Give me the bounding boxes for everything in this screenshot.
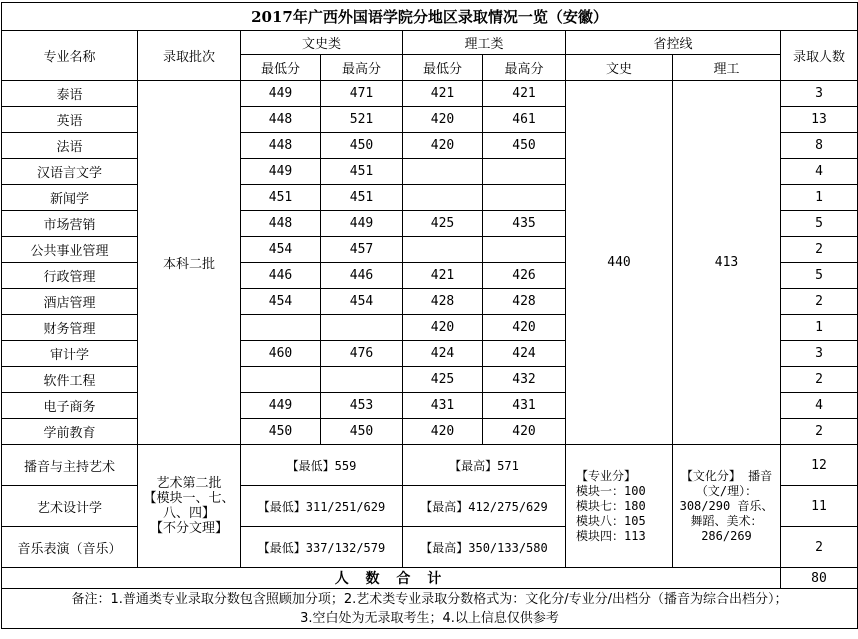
arts-min-score: 449 — [241, 81, 321, 107]
science-max-score: 424 — [483, 341, 566, 367]
header-count: 录取人数 — [781, 31, 858, 81]
header-control-science: 理工 — [673, 55, 781, 81]
science-min-score: 425 — [403, 211, 483, 237]
science-max-score: 426 — [483, 263, 566, 289]
science-max-score — [483, 185, 566, 211]
major-name: 公共事业管理 — [2, 237, 138, 263]
science-max-score — [483, 159, 566, 185]
major-name: 英语 — [2, 107, 138, 133]
arts-min-score: 454 — [241, 289, 321, 315]
art-count: 12 — [781, 445, 858, 486]
art-max-score: 【最高】571 — [403, 445, 566, 486]
science-min-score — [403, 159, 483, 185]
table-row — [2, 81, 858, 107]
science-min-score: 421 — [403, 81, 483, 107]
science-min-score: 420 — [403, 107, 483, 133]
total-count: 80 — [781, 568, 858, 589]
science-max-score: 450 — [483, 133, 566, 159]
admission-table-sheet — [1, 2, 858, 629]
major-name: 软件工程 — [2, 367, 138, 393]
arts-min-score: 449 — [241, 159, 321, 185]
arts-max-score: 450 — [321, 133, 403, 159]
science-max-score: 435 — [483, 211, 566, 237]
major-name: 行政管理 — [2, 263, 138, 289]
arts-max-score — [321, 367, 403, 393]
science-max-score: 420 — [483, 315, 566, 341]
header-control-line: 省控线 — [566, 31, 781, 55]
arts-min-score: 446 — [241, 263, 321, 289]
admission-count: 2 — [781, 289, 858, 315]
major-name: 法语 — [2, 133, 138, 159]
admission-count: 5 — [781, 211, 858, 237]
art-batch: 艺术第二批 【模块一、七、八、四】 【不分文理】 — [138, 445, 241, 568]
admission-count: 2 — [781, 367, 858, 393]
arts-max-score: 457 — [321, 237, 403, 263]
table-note: 备注：1.普通类专业录取分数包含照顾加分项；2.艺术类专业录取分数格式为：文化分/专业分/出档分（播音为综合出档分）； 3.空白处为无录取考生；4.以上信息仅供参考 — [2, 589, 858, 629]
arts-min-score — [241, 315, 321, 341]
header-science-max: 最高分 — [483, 55, 566, 81]
science-min-score: 424 — [403, 341, 483, 367]
batch-regular: 本科二批 — [138, 81, 241, 445]
science-min-score: 428 — [403, 289, 483, 315]
art-control-professional: 【专业分】 模块一：100 模块七：180 模块八：105 模块四：113 — [566, 445, 673, 568]
header-arts-max: 最高分 — [321, 55, 403, 81]
arts-max-score: 476 — [321, 341, 403, 367]
admission-count: 4 — [781, 393, 858, 419]
arts-min-score: 448 — [241, 133, 321, 159]
art-max-score: 【最高】412/275/629 — [403, 486, 566, 527]
science-min-score: 420 — [403, 315, 483, 341]
arts-max-score: 451 — [321, 185, 403, 211]
arts-max-score: 453 — [321, 393, 403, 419]
art-count: 11 — [781, 486, 858, 527]
arts-min-score: 448 — [241, 211, 321, 237]
table-row — [2, 445, 858, 486]
art-control-culture: 【文化分】 播音（文/理）： 308/290 音乐、舞蹈、美术：286/269 — [673, 445, 781, 568]
arts-min-score: 454 — [241, 237, 321, 263]
arts-max-score: 471 — [321, 81, 403, 107]
arts-min-score: 448 — [241, 107, 321, 133]
major-name: 酒店管理 — [2, 289, 138, 315]
arts-max-score: 446 — [321, 263, 403, 289]
admission-table — [1, 2, 858, 629]
major-name: 财务管理 — [2, 315, 138, 341]
arts-max-score: 451 — [321, 159, 403, 185]
arts-max-score: 521 — [321, 107, 403, 133]
total-row — [2, 568, 858, 589]
admission-count: 2 — [781, 419, 858, 445]
header-science-min: 最低分 — [403, 55, 483, 81]
major-name: 审计学 — [2, 341, 138, 367]
major-name: 新闻学 — [2, 185, 138, 211]
note-row — [2, 589, 858, 629]
science-max-score: 461 — [483, 107, 566, 133]
art-major-name: 播音与主持艺术 — [2, 445, 138, 486]
science-min-score — [403, 237, 483, 263]
science-min-score — [403, 185, 483, 211]
table-title: 2017年广西外国语学院分地区录取情况一览（安徽） — [2, 3, 858, 31]
major-name: 电子商务 — [2, 393, 138, 419]
art-count: 2 — [781, 527, 858, 568]
arts-max-score: 450 — [321, 419, 403, 445]
art-min-score: 【最低】311/251/629 — [241, 486, 403, 527]
arts-min-score: 460 — [241, 341, 321, 367]
arts-min-score — [241, 367, 321, 393]
arts-min-score: 449 — [241, 393, 321, 419]
science-min-score: 431 — [403, 393, 483, 419]
header-major: 专业名称 — [2, 31, 138, 81]
science-max-score: 432 — [483, 367, 566, 393]
total-label: 人 数 合 计 — [2, 568, 781, 589]
admission-count: 1 — [781, 185, 858, 211]
arts-max-score: 454 — [321, 289, 403, 315]
control-line-science: 413 — [673, 81, 781, 445]
science-min-score: 420 — [403, 133, 483, 159]
arts-max-score — [321, 315, 403, 341]
arts-min-score: 450 — [241, 419, 321, 445]
science-max-score: 420 — [483, 419, 566, 445]
science-min-score: 421 — [403, 263, 483, 289]
science-max-score — [483, 237, 566, 263]
header-science: 理工类 — [403, 31, 566, 55]
art-major-name: 艺术设计学 — [2, 486, 138, 527]
major-name: 学前教育 — [2, 419, 138, 445]
admission-count: 1 — [781, 315, 858, 341]
art-min-score: 【最低】337/132/579 — [241, 527, 403, 568]
science-min-score: 420 — [403, 419, 483, 445]
art-major-name: 音乐表演（音乐） — [2, 527, 138, 568]
header-batch: 录取批次 — [138, 31, 241, 81]
science-max-score: 428 — [483, 289, 566, 315]
control-line-arts: 440 — [566, 81, 673, 445]
art-min-score: 【最低】559 — [241, 445, 403, 486]
science-min-score: 425 — [403, 367, 483, 393]
header-control-arts: 文史 — [566, 55, 673, 81]
art-max-score: 【最高】350/133/580 — [403, 527, 566, 568]
major-name: 市场营销 — [2, 211, 138, 237]
major-name: 泰语 — [2, 81, 138, 107]
admission-count: 5 — [781, 263, 858, 289]
arts-max-score: 449 — [321, 211, 403, 237]
admission-count: 13 — [781, 107, 858, 133]
admission-count: 2 — [781, 237, 858, 263]
major-name: 汉语言文学 — [2, 159, 138, 185]
header-arts-min: 最低分 — [241, 55, 321, 81]
admission-count: 3 — [781, 341, 858, 367]
science-max-score: 431 — [483, 393, 566, 419]
admission-count: 3 — [781, 81, 858, 107]
admission-count: 8 — [781, 133, 858, 159]
header-arts: 文史类 — [241, 31, 403, 55]
admission-count: 4 — [781, 159, 858, 185]
science-max-score: 421 — [483, 81, 566, 107]
arts-min-score: 451 — [241, 185, 321, 211]
